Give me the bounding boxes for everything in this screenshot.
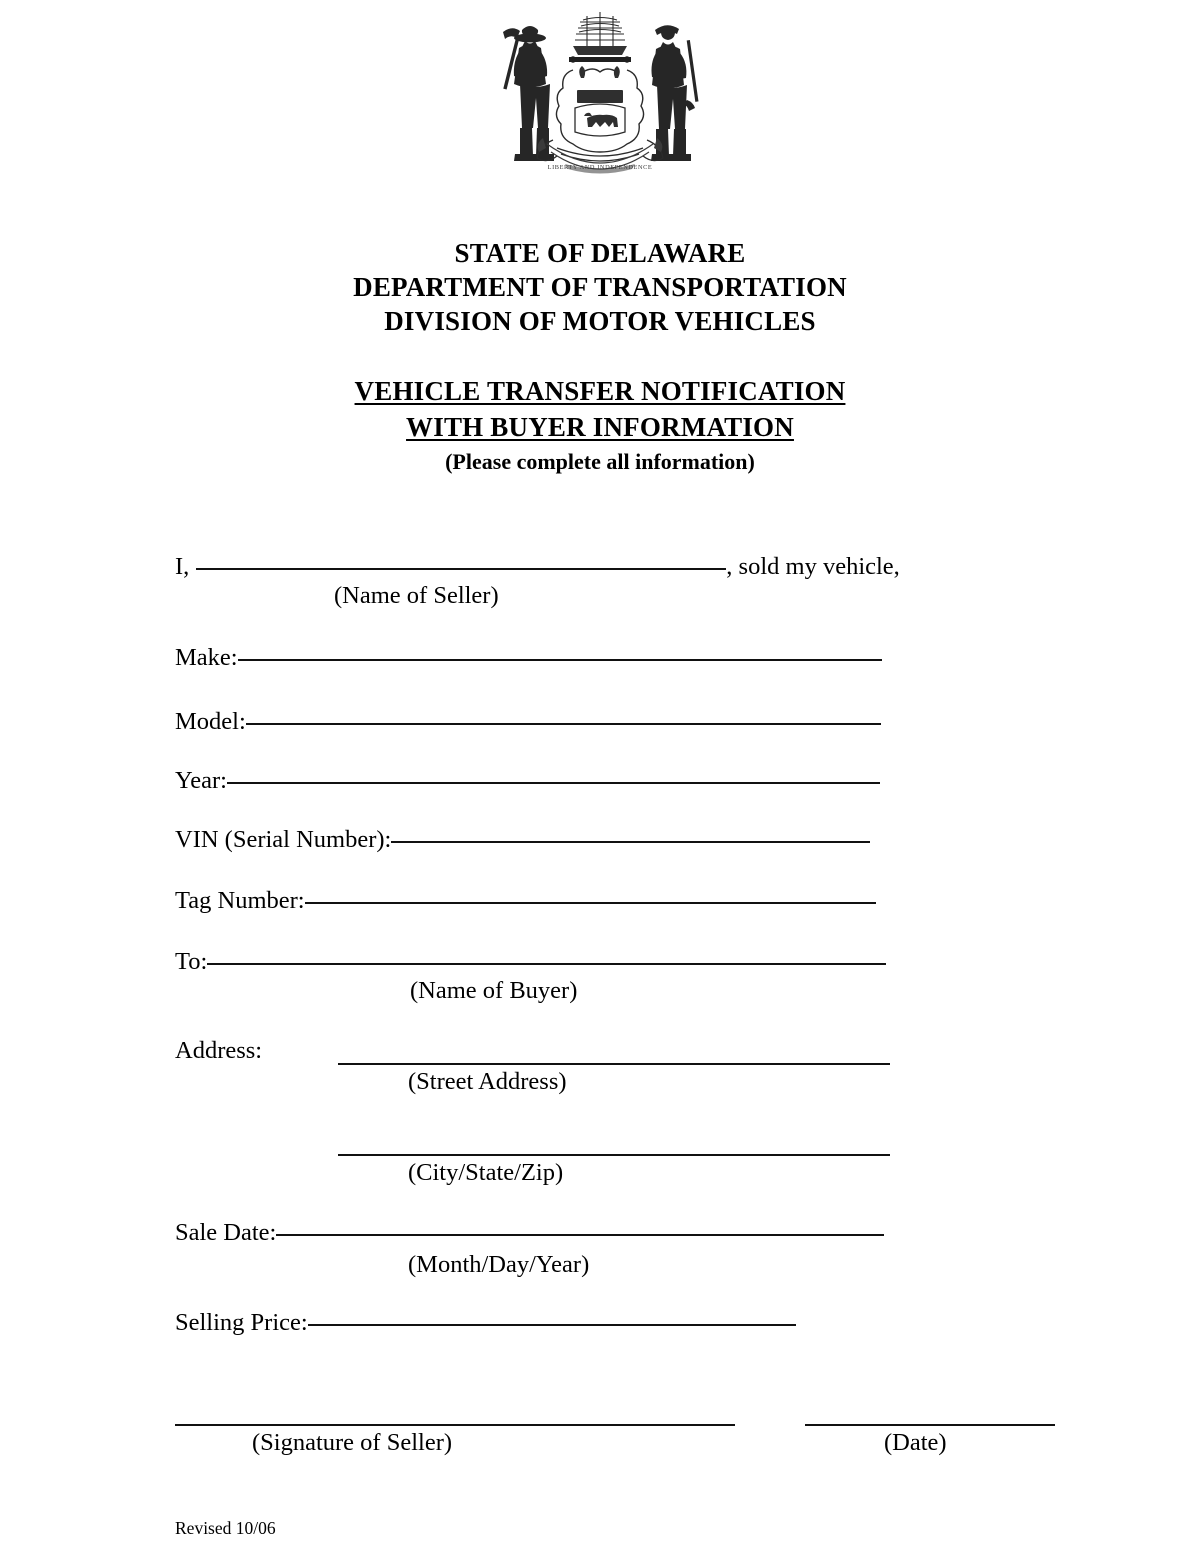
vin-field[interactable] bbox=[391, 841, 870, 843]
seller-name-sublabel: (Name of Seller) bbox=[334, 582, 499, 609]
tag-number-row bbox=[175, 886, 876, 916]
signature-date-field[interactable] bbox=[805, 1424, 1055, 1426]
year-row bbox=[175, 766, 880, 796]
vin-label: VIN (Serial Number): bbox=[175, 826, 392, 853]
address-street-sublabel: (Street Address) bbox=[408, 1068, 567, 1095]
buyer-name-sublabel: (Name of Buyer) bbox=[410, 977, 578, 1004]
year-label: Year: bbox=[175, 767, 227, 794]
tag-number-field[interactable] bbox=[305, 902, 876, 904]
model-label: Model: bbox=[175, 708, 246, 735]
tag-number-label: Tag Number: bbox=[175, 887, 305, 914]
buyer-row bbox=[175, 947, 886, 977]
header-line-division: DIVISION OF MOTOR VEHICLES bbox=[384, 306, 816, 336]
header-line-department: DEPARTMENT OF TRANSPORTATION bbox=[353, 272, 847, 302]
seller-statement-prefix: I, bbox=[175, 553, 190, 580]
form-title-line-1-text: VEHICLE TRANSFER NOTIFICATION bbox=[354, 376, 846, 406]
model-row bbox=[175, 707, 881, 737]
model-field[interactable] bbox=[246, 723, 881, 725]
sale-date-sublabel: (Month/Day/Year) bbox=[408, 1251, 590, 1278]
buyer-label: To: bbox=[175, 948, 208, 975]
sale-date-field[interactable] bbox=[276, 1234, 884, 1236]
header-line-state: STATE OF DELAWARE bbox=[454, 238, 746, 268]
seller-signature-field[interactable] bbox=[175, 1424, 735, 1426]
sale-date-row bbox=[175, 1218, 884, 1248]
seller-signature-sublabel: (Signature of Seller) bbox=[252, 1429, 453, 1456]
svg-text:LIBERTY AND INDEPENDENCE: LIBERTY AND INDEPENDENCE bbox=[547, 164, 653, 171]
seller-statement-row bbox=[175, 552, 900, 582]
seller-statement-suffix: , sold my vehicle, bbox=[726, 553, 900, 580]
sale-date-label: Sale Date: bbox=[175, 1219, 277, 1246]
make-field[interactable] bbox=[238, 659, 882, 661]
selling-price-row bbox=[175, 1308, 796, 1338]
selling-price-label: Selling Price: bbox=[175, 1309, 308, 1336]
make-row bbox=[175, 643, 882, 673]
buyer-name-field[interactable] bbox=[207, 963, 886, 965]
address-city-state-zip-field[interactable] bbox=[338, 1154, 890, 1156]
signature-date-sublabel: (Date) bbox=[884, 1429, 947, 1456]
form-title-line-2-text: WITH BUYER INFORMATION bbox=[406, 412, 794, 442]
selling-price-field[interactable] bbox=[308, 1324, 796, 1326]
year-field[interactable] bbox=[227, 782, 880, 784]
make-label: Make: bbox=[175, 644, 238, 671]
address-label: Address: bbox=[175, 1037, 263, 1064]
seller-name-field[interactable] bbox=[196, 568, 726, 570]
address-city-state-zip-sublabel: (City/State/Zip) bbox=[408, 1159, 564, 1186]
vin-row bbox=[175, 825, 870, 855]
address-street-field[interactable] bbox=[338, 1063, 890, 1065]
revision-footer: Revised 10/06 bbox=[175, 1518, 276, 1538]
form-instruction: (Please complete all information) bbox=[445, 449, 755, 474]
